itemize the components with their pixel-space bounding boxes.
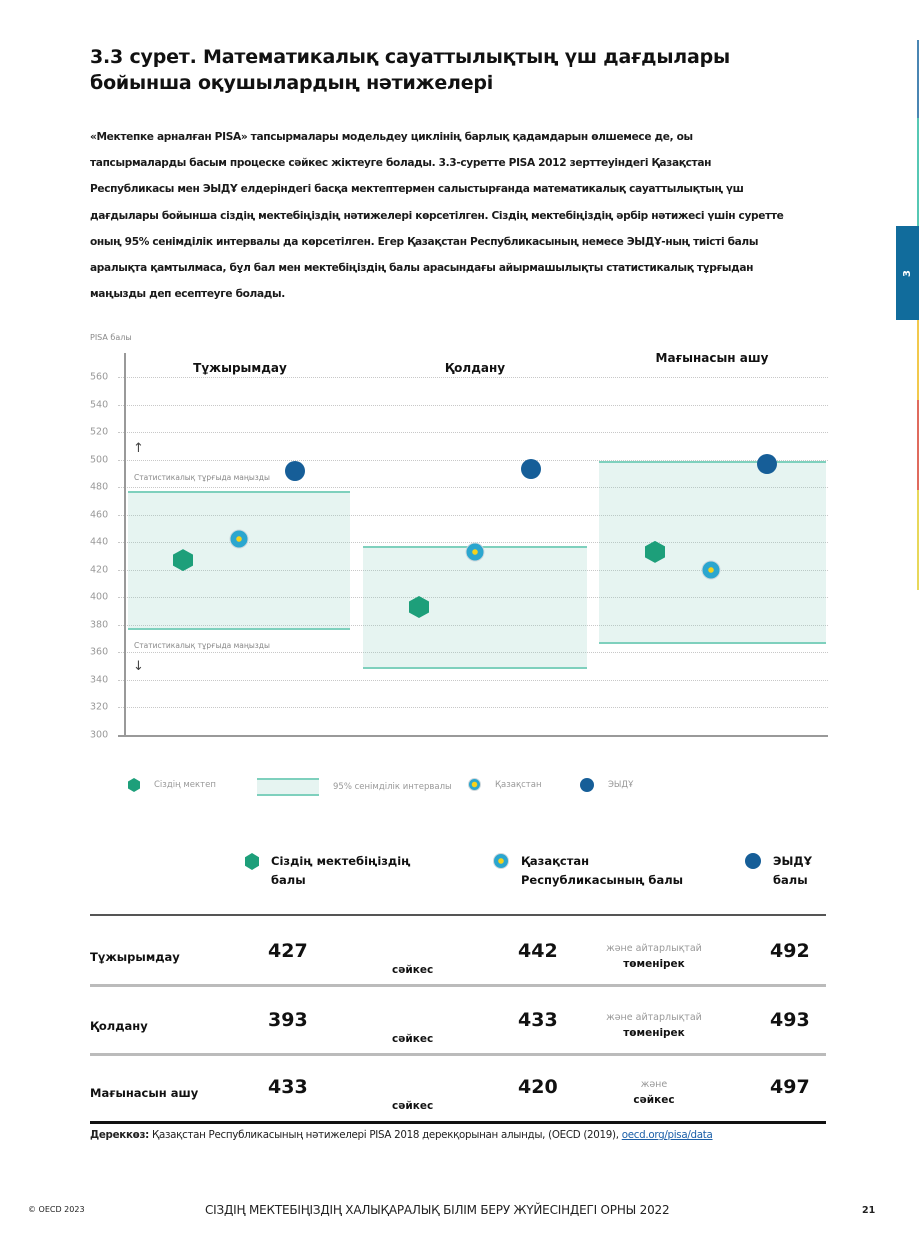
significance-label-up: Статистикалық тұрғыда маңызды	[134, 473, 270, 482]
legend-oecd	[580, 778, 633, 792]
kz-score: 442	[518, 940, 558, 962]
kz-score: 433	[518, 1009, 558, 1031]
oecd-point-circle-icon	[521, 459, 541, 479]
header-label: Сіздің мектебіңіздің балы	[271, 854, 411, 887]
gridline	[118, 707, 828, 708]
hexagon-icon	[128, 778, 140, 792]
legend-label: Сіздің мектеп	[154, 780, 216, 790]
table-rule	[90, 1053, 826, 1056]
kazakhstan-point-flag-icon	[230, 530, 249, 549]
legend-label: Қазақстан	[495, 779, 542, 790]
y-tick-label: 320	[90, 701, 109, 713]
row-skill: Мағынасын ашу	[90, 1086, 199, 1100]
header-kz	[493, 852, 723, 890]
legend-school	[128, 778, 216, 792]
confidence-band	[599, 461, 826, 644]
arrow-down-icon: ↓	[133, 659, 144, 674]
header-label: ЭЫДҰ балы	[773, 854, 812, 887]
y-tick-label: 340	[90, 674, 109, 686]
school-score: 393	[268, 1009, 308, 1031]
table-header	[90, 852, 830, 912]
gridline	[118, 680, 828, 681]
source-note	[90, 1129, 713, 1141]
kz-score: 420	[518, 1076, 558, 1098]
comparison-prefix: және айтарлықтай	[606, 943, 702, 954]
y-tick-label: 540	[90, 399, 109, 411]
oecd-circle-icon	[745, 853, 761, 869]
kazakhstan-point-flag-icon	[466, 542, 485, 561]
intro-paragraph: «Мектепке арналған PISA» тапсырмалары модельдеу циклінің барлық қадамдарын өлшемесе де, оы тапсырмаларды басым процеске сәйкес жіктеуге болады. 3.3-суретте PISA 2012 зерттеуіндегі Қазақстан Республикасы мен ЭЫДҰ елдеріндегі басқа мектептермен салыстырғанда математикалық сауаттылықтың үш дағдылары бойынша сіздің мектебіңіздің нәтижелері көрсетілген. Сіздің мектебіңіздің әрбір нәтижесі үшін суретте оның 95% сенімділік интервалы да көрсетілген. Егер Қазақстан Республикасының немесе ЭЫДҰ-ның тиісті балы аралықта қамтылмаса, бұл бал мен мектебіңіздің балы арасындағы айырмашылықты статистикалық тұрғыдан маңызды деп есептеуге болады.	[90, 131, 784, 301]
kazakhstan-flag-icon	[493, 853, 509, 869]
comparison-prefix: және	[640, 1079, 668, 1090]
gridline	[118, 377, 828, 378]
y-tick-label: 520	[90, 426, 109, 438]
source-text: Қазақстан Республикасының нәтижелері PISA 2018 дерекқорынан алынды, (OECD (2019),	[151, 1129, 619, 1141]
y-tick-label: 360	[90, 646, 109, 658]
significance-label-down: Статистикалық тұрғыда маңызды	[134, 641, 270, 650]
header-oecd	[745, 852, 830, 890]
y-tick-label: 500	[90, 454, 109, 466]
school-score: 427	[268, 940, 308, 962]
y-tick-label: 420	[90, 564, 109, 576]
table-row	[90, 995, 830, 1055]
y-tick-label: 480	[90, 481, 109, 493]
legend-label: ЭЫДҰ	[608, 780, 634, 790]
row-skill: Тұжырымдау	[90, 950, 180, 964]
comparison-prefix: және айтарлықтай	[606, 1012, 702, 1023]
confidence-band	[128, 491, 350, 630]
page-number: 21	[862, 1205, 876, 1216]
panel-title-interpreting: Мағынасын ашу	[655, 351, 769, 365]
table-row	[90, 1062, 830, 1122]
school-score: 433	[268, 1076, 308, 1098]
oecd-point-circle-icon	[285, 461, 305, 481]
footer-title: СІЗДІҢ МЕКТЕБІҢІЗДІҢ ХАЛЫҚАРАЛЫҚ БІЛІМ БЕРУ ЖҮЙЕСІНДЕГІ ОРНЫ 2022	[205, 1203, 670, 1217]
source-label: Дереккөз:	[90, 1129, 149, 1141]
kazakhstan-point-flag-icon	[702, 560, 721, 579]
y-tick-label: 380	[90, 619, 109, 631]
legend-label: 95% сенімділік интервалы	[333, 782, 452, 792]
legend-kz	[468, 778, 542, 791]
oecd-point-circle-icon	[757, 454, 777, 474]
kazakhstan-flag-icon	[468, 778, 481, 791]
y-axis-label: PISA балы	[90, 333, 132, 342]
x-axis	[118, 735, 828, 737]
comparison-kz: сәйкес	[392, 1033, 434, 1045]
header-school	[245, 852, 425, 890]
y-tick-label: 560	[90, 371, 109, 383]
comparison-oecd	[594, 942, 714, 973]
source-link[interactable]: oecd.org/pisa/data	[621, 1129, 713, 1141]
chapter-tab-label: 3	[902, 269, 913, 277]
oecd-circle-icon	[580, 778, 594, 792]
oecd-score: 493	[770, 1009, 810, 1031]
comparison-oecd	[594, 1011, 714, 1042]
y-tick-label: 300	[90, 729, 109, 741]
arrow-up-icon: ↑	[133, 441, 144, 456]
table-rule	[90, 984, 826, 987]
comparison-value: сәйкес	[633, 1094, 675, 1106]
oecd-score: 492	[770, 940, 810, 962]
chapter-tab[interactable]	[896, 226, 919, 320]
table-rule	[90, 914, 826, 916]
gridline	[118, 432, 828, 433]
header-label: Қазақстан Республикасының балы	[521, 854, 684, 887]
y-axis	[124, 353, 126, 736]
y-tick-label: 460	[90, 509, 109, 521]
comparison-kz: сәйкес	[392, 1100, 434, 1112]
hexagon-icon	[245, 853, 259, 870]
comparison-value: төменірек	[623, 1027, 685, 1039]
table-row	[90, 926, 830, 986]
legend-ci	[257, 778, 452, 796]
comparison-oecd	[594, 1078, 714, 1109]
band-swatch-icon	[257, 778, 319, 796]
panel-title-employing: Қолдану	[444, 361, 506, 375]
table-rule	[90, 1121, 826, 1124]
page-title: 3.3 сурет. Математикалық сауаттылықтың үш дағдылары бойынша оқушылардың нәтижелері	[90, 46, 731, 94]
panel-title-formulating: Тұжырымдау	[193, 361, 287, 375]
gridline	[118, 405, 828, 406]
comparison-value: төменірек	[623, 958, 685, 970]
oecd-score: 497	[770, 1076, 810, 1098]
row-skill: Қолдану	[90, 1019, 148, 1033]
copyright: © OECD 2023	[28, 1205, 85, 1214]
y-tick-label: 400	[90, 591, 109, 603]
confidence-band	[363, 546, 587, 669]
y-tick-label: 440	[90, 536, 109, 548]
comparison-kz: сәйкес	[392, 964, 434, 976]
